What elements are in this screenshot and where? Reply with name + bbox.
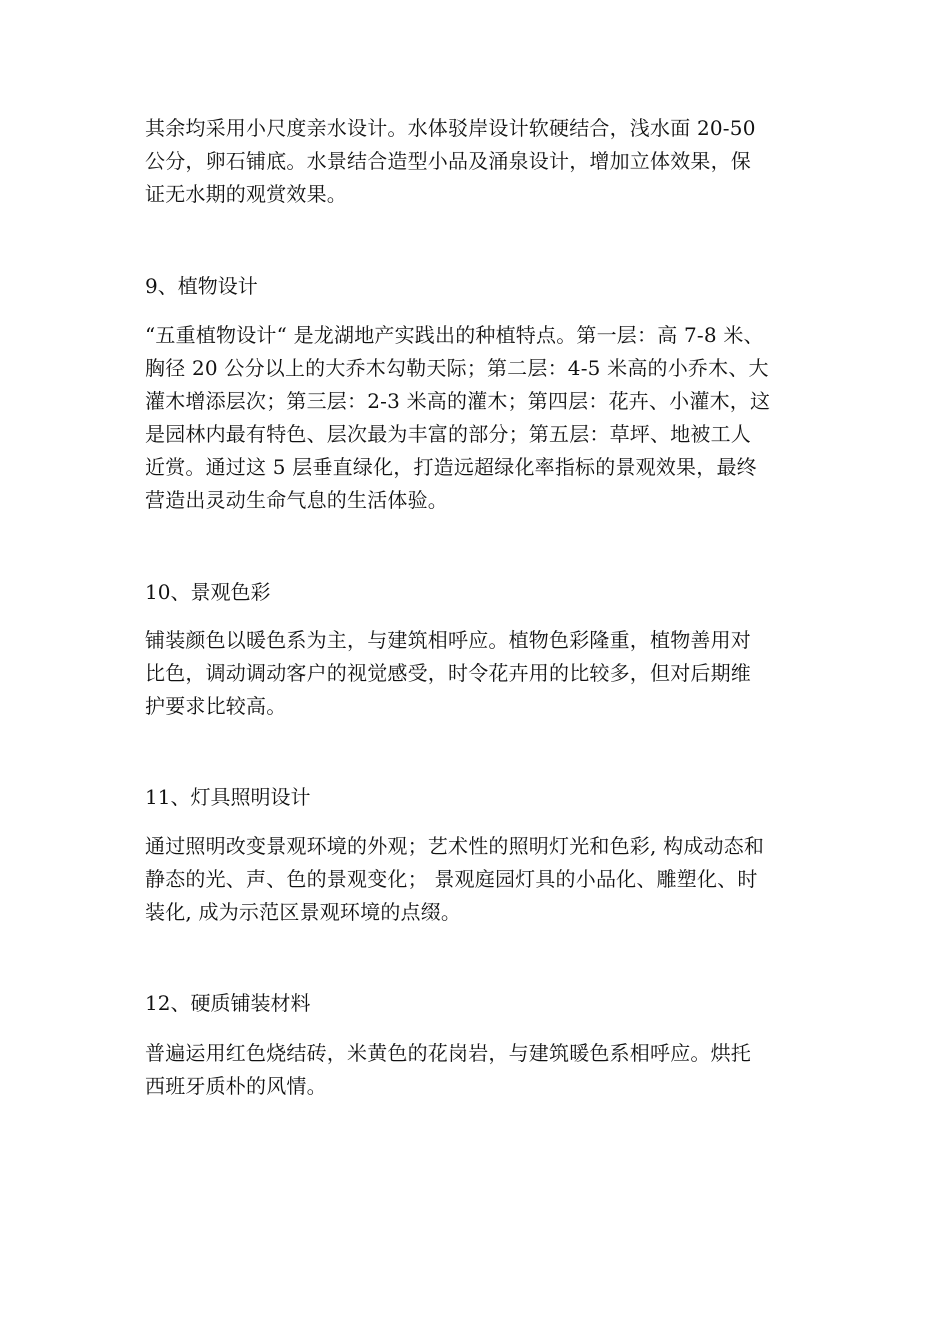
paragraph-line: 装化, 成为示范区景观环境的点缀。 [145, 900, 462, 924]
section-heading: 12、硬质铺装材料 [145, 991, 311, 1015]
paragraph-line: 近赏。通过这 5 层垂直绿化，打造远超绿化率指标的景观效果，最终 [145, 455, 757, 479]
paragraph-line: 是园林内最有特色、层次最为丰富的部分；第五层：草坪、地被工人 [145, 422, 751, 446]
paragraph-line: 证无水期的观赏效果。 [145, 182, 347, 206]
paragraph-line: 灌木增添层次；第三层：2-3 米高的灌木；第四层：花卉、小灌木，这 [145, 389, 771, 413]
paragraph-line: 公分，卵石铺底。水景结合造型小品及涌泉设计，增加立体效果，保 [145, 149, 751, 173]
paragraph-line: 普遍运用红色烧结砖，米黄色的花岗岩，与建筑暖色系相呼应。烘托 [145, 1041, 751, 1065]
paragraph-line: 通过照明改变景观环境的外观；艺术性的照明灯光和色彩, 构成动态和 [145, 834, 765, 858]
paragraph-line: 胸径 20 公分以上的大乔木勾勒天际；第二层：4-5 米高的小乔木、大 [145, 356, 769, 380]
paragraph-line: 其余均采用小尺度亲水设计。水体驳岸设计软硬结合，浅水面 20-50 [145, 116, 756, 140]
section-heading: 10、景观色彩 [145, 580, 271, 604]
section-heading: 9、植物设计 [145, 274, 258, 298]
paragraph-line: 静态的光、声、色的景观变化； 景观庭园灯具的小品化、雕塑化、时 [145, 867, 758, 891]
paragraph-line: 营造出灵动生命气息的生活体验。 [145, 488, 448, 512]
paragraph-line: 西班牙质朴的风情。 [145, 1074, 327, 1098]
paragraph-line: “五重植物设计“ 是龙湖地产实践出的种植特点。第一层：高 7-8 米、 [145, 323, 764, 347]
paragraph-line: 护要求比较高。 [145, 694, 287, 718]
section-heading: 11、灯具照明设计 [145, 785, 311, 809]
paragraph-line: 铺装颜色以暖色系为主，与建筑相呼应。植物色彩隆重，植物善用对 [145, 628, 751, 652]
paragraph-line: 比色，调动调动客户的视觉感受，时令花卉用的比较多，但对后期维 [145, 661, 751, 685]
